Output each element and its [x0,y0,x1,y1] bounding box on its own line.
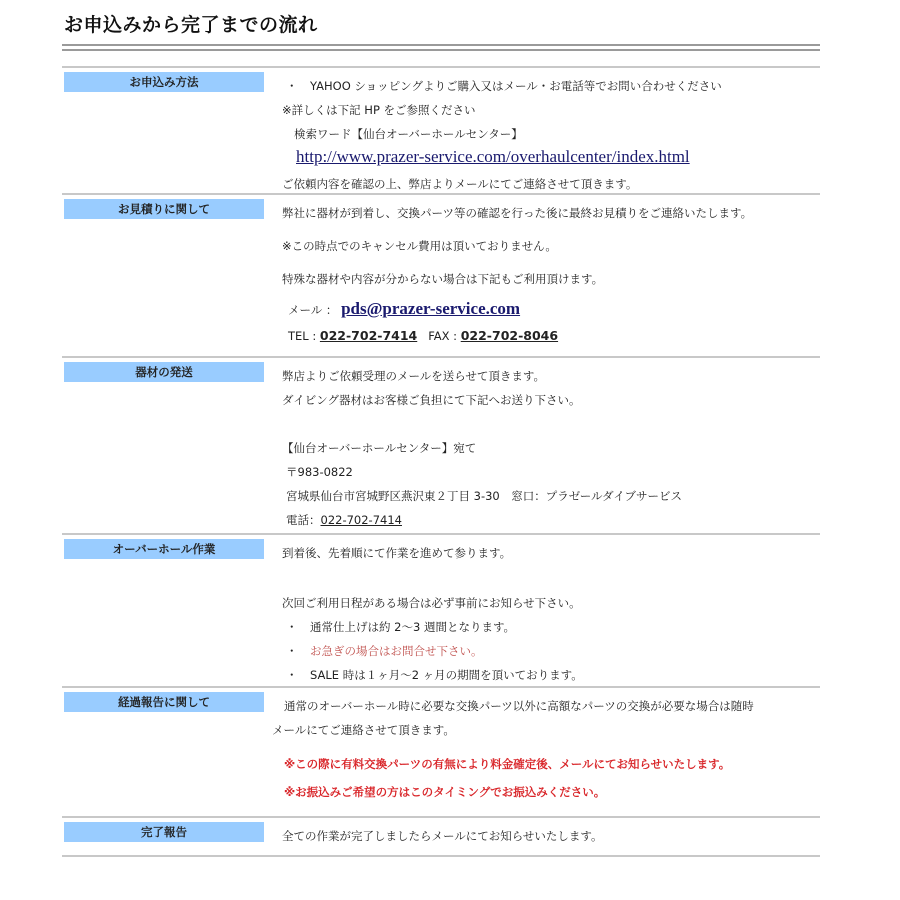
section-label-overhaul: オーバーホール作業 [64,539,264,559]
progress-line-2: メールにてご連絡させて頂きます。 [272,723,455,737]
shipping-line-2: ダイビング器材はお客様ご負担にて下記へお送り下さい。 [282,393,581,407]
section-shipping [62,356,820,532]
section-label-shipping: 器材の発送 [64,362,264,382]
section-apply [62,66,820,192]
progress-note-1: ※この際に有料交換パーツの有無により料金確定後、メールにてお知らせいたします。 [284,757,731,771]
apply-line-2: ※詳しくは下記 HP をご参照ください [282,103,476,117]
apply-line-1 [286,78,722,94]
shipping-phone-line [286,512,402,528]
section-label-progress: 経過報告に関して [64,692,264,712]
bullet: ・ [286,668,298,682]
title-rule-top [62,44,820,46]
estimate-line-3: 特殊な器材や内容が分からない場合は下記もご利用頂けます。 [282,272,604,286]
estimate-tel-line [288,328,558,343]
phone-label: 電話： [286,513,321,527]
section-complete [62,816,820,854]
title-rule-bottom [62,49,820,51]
shipping-postal: 〒983-0822 [286,465,353,479]
bottom-rule [62,855,820,857]
apply-text-1: YAHOO ショッピングよりご購入又はメール・お電話等でお問い合わせください [310,79,722,93]
mail-label: メール ： [288,303,338,317]
section-label-estimate: お見積りに関して [64,199,264,219]
tel-label: TEL : [288,329,317,343]
shipping-line-1: 弊店よりご依頼受理のメールを送らせて頂きます。 [282,369,546,383]
fax-label: FAX : [428,329,458,343]
section-estimate [62,193,820,355]
complete-line-1: 全ての作業が完了しましたらメールにてお知らせいたします。 [282,829,603,843]
section-label-complete: 完了報告 [64,822,264,842]
apply-line-5: ご依頼内容を確認の上、弊店よりメールにてご連絡させて頂きます。 [282,177,638,191]
overhaul-line-1: 到着後、先着順にて作業を進めて参ります。 [282,546,512,560]
section-overhaul [62,533,820,685]
overhaul-line-2: 次回ご利用日程がある場合は必ず事前にお知らせ下さい。 [282,596,581,610]
shipping-addressee: 【仙台オーバーホールセンター】宛て [282,441,477,455]
email-link[interactable]: pds@prazer-service.com [341,299,521,318]
fax-number: 022-702-8046 [460,328,559,343]
estimate-line-1: 弊社に器材が到着し、交換パーツ等の確認を行った後に最終お見積りをご連絡いたします。 [282,206,753,220]
estimate-mail-line [288,299,520,319]
progress-note-2: ※お振込みご希望の方はこのタイミングでお振込みください。 [284,785,606,799]
overhaul-bullet-2 [286,643,483,659]
page-title: お申込みから完了までの流れ [64,14,318,36]
tel-link[interactable]: 022-702-7414 [319,328,418,343]
bullet-text: SALE 時は１ヶ月～2 ヶ月の期間を頂いております。 [310,668,583,682]
bullet: ・ [286,620,298,634]
bullet-text: 通常仕上げは約 2～3 週間となります。 [310,620,516,634]
bullet: ・ [286,644,298,658]
section-label-apply: お申込み方法 [64,72,264,92]
overhaul-bullet-3 [286,667,583,683]
apply-line-3: 検索ワード【仙台オーバーホールセンター】 [294,127,523,141]
overhaul-bullet-1 [286,619,515,635]
bullet-text-urgent: お急ぎの場合はお問合せ下さい。 [310,644,483,658]
shipping-address: 宮城県仙台市宮城野区燕沢東２丁目 3-30 窓口：プラゼールダイブサービス [286,489,683,503]
section-progress [62,686,820,814]
phone-link[interactable]: 022-702-7414 [320,513,402,527]
bullet: ・ [286,79,298,93]
progress-line-1: 通常のオーバーホール時に必要な交換パーツ以外に高額なパーツの交換が必要な場合は随時 [284,699,754,713]
overhaul-center-link[interactable]: http://www.prazer-service.com/overhaulcenter/index.html [296,147,690,166]
estimate-line-2: ※この時点でのキャンセル費用は頂いておりません。 [282,239,557,253]
